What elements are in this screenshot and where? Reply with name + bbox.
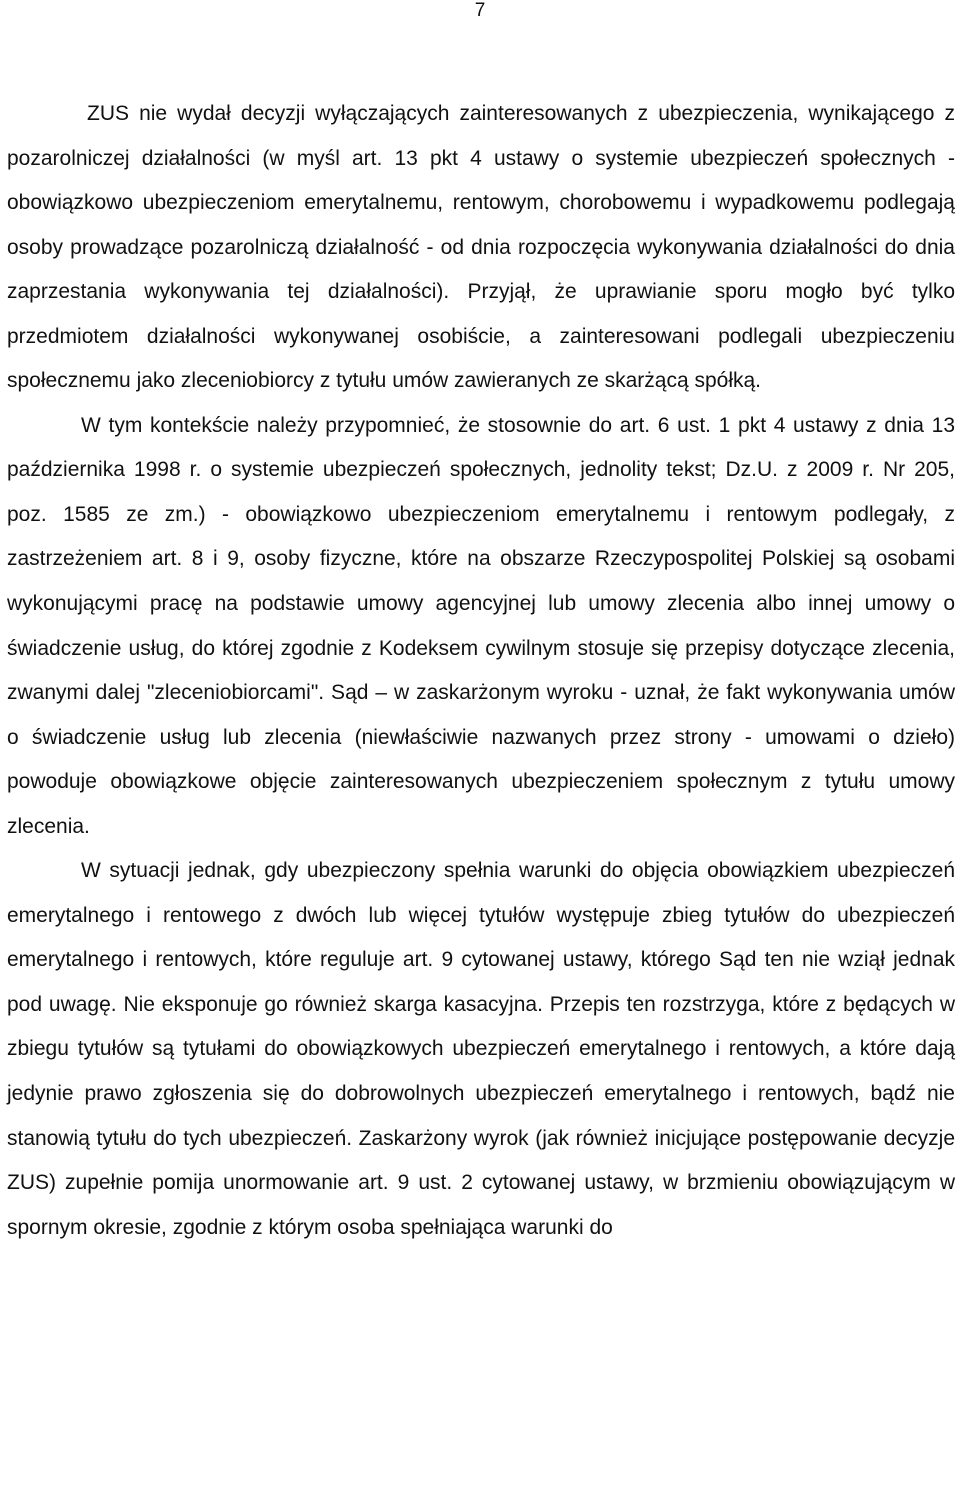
- paragraph-1: ZUS nie wydał decyzji wyłączających zainteresowanych z ubezpieczenia, wynikającego z pozarolniczej działalności (w myśl art. 13 pkt 4 ustawy o systemie ubezpieczeń społecznych - obowiązkowo ubezpieczeniom emerytalnemu, rentowym, chorobowemu i wypadkowemu podlegają osoby prowadzące pozarolniczą działalność - od dnia rozpoczęcia wykonywania działalności do dnia zaprzestania wykonywania tej działalności). Przyjął, że uprawianie sporu mogło być tylko przedmiotem działalności wykonywanej osobiście, a zainteresowani podlegali ubezpieczeniu społecznemu jako zleceniobiorcy z tytułu umów zawieranych ze skarżącą spółką.: [7, 102, 955, 393]
- paragraph-2: W tym kontekście należy przypomnieć, że stosownie do art. 6 ust. 1 pkt 4 ustawy z dnia 13 października 1998 r. o systemie ubezpieczeń społecznych, jednolity tekst; Dz.U. z 2009 r. Nr 205, poz. 1585 ze zm.) - obowiązkowo ubezpieczeniom emerytalnemu i rentowym podlegały, z zastrzeżeniem art. 8 i 9, osoby fizyczne, które na obszarze Rzeczypospolitej Polskiej są osobami wykonującymi pracę na podstawie umowy agencyjnej lub umowy zlecenia albo innej umowy o świadczenie usług, do której zgodnie z Kodeksem cywilnym stosuje się przepisy dotyczące zlecenia, zwanymi dalej "zleceniobiorcami". Sąd – w zaskarżonym wyroku - uznał, że fakt wykonywania umów o świadczenie usług lub zlecenia (niewłaściwie nazwanych przez strony - umowami o dzieło) powoduje obowiązkowe objęcie zainteresowanych ubezpieczeniem społecznym z tytułu umowy zlecenia.: [7, 413, 955, 838]
- document-body: [7, 92, 955, 1250]
- paragraph-3: W sytuacji jednak, gdy ubezpieczony spełnia warunki do objęcia obowiązkiem ubezpieczeń emerytalnego i rentowego z dwóch lub więcej tytułów występuje zbieg tytułów do ubezpieczeń emerytalnego i rentowych, które reguluje art. 9 cytowanej ustawy, którego Sąd ten nie wziął jednak pod uwagę. Nie eksponuje go również skarga kasacyjna. Przepis ten rozstrzyga, które z będących w zbiegu tytułów są tytułami do obowiązkowych ubezpieczeń emerytalnego i rentowych, a które dają jedynie prawo zgłoszenia się do dobrowolnych ubezpieczeń emerytalnego i rentowych, bądź nie stanowią tytułu do tych ubezpieczeń. Zaskarżony wyrok (jak również inicjujące postępowanie decyzje ZUS) zupełnie pomija unormowanie art. 9 ust. 2 cytowanej ustawy, w brzmieniu obowiązującym w spornym okresie, zgodnie z którym osoba spełniająca warunki do: [7, 859, 955, 1239]
- page-number: 7: [474, 0, 486, 21]
